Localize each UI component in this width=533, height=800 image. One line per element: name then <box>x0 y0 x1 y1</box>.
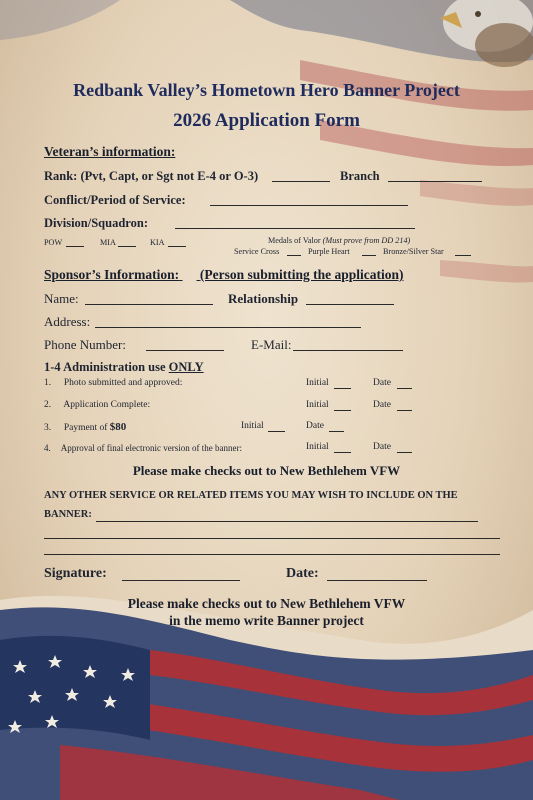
admin-date-field[interactable] <box>397 452 412 453</box>
address-label: Address: <box>44 314 91 329</box>
conflict-label: Conflict/Period of Service: <box>44 193 186 207</box>
service-cross-label: Service Cross <box>234 247 280 256</box>
purple-heart-label: Purple Heart <box>308 247 350 256</box>
other-items-line-1[interactable] <box>96 521 478 522</box>
branch-field[interactable] <box>388 181 482 182</box>
phone-label: Phone Number: <box>44 337 126 352</box>
kia-field[interactable] <box>168 246 186 247</box>
bronze-silver-star-field[interactable] <box>455 255 471 256</box>
signature-label: Signature: <box>44 566 107 581</box>
relationship-field[interactable] <box>306 304 394 305</box>
admin-initial-field[interactable] <box>334 388 351 389</box>
admin-heading-only: ONLY <box>168 360 204 374</box>
email-field[interactable] <box>293 350 403 351</box>
admin-item-3 <box>44 421 126 433</box>
rank-field[interactable] <box>272 181 330 182</box>
admin-initial-label: Initial <box>241 421 264 431</box>
sponsor-section-heading <box>44 267 404 283</box>
admin-initial-field[interactable] <box>334 410 351 411</box>
mia-label: MIA <box>100 238 116 247</box>
admin-initial-label: Initial <box>306 378 329 388</box>
date-field[interactable] <box>327 580 427 581</box>
admin-item-number: 2. <box>44 400 52 410</box>
page-subtitle: 2026 Application Form <box>173 110 360 131</box>
other-items-line-3[interactable] <box>44 554 500 555</box>
admin-item-2 <box>44 400 150 410</box>
admin-date-label: Date <box>373 378 391 388</box>
sponsor-heading: Sponsor’s Information: <box>44 267 180 282</box>
name-field[interactable] <box>85 304 213 305</box>
admin-initial-label: Initial <box>306 442 329 452</box>
address-field[interactable] <box>95 327 361 328</box>
pow-field[interactable] <box>66 246 84 247</box>
other-items-label: ANY OTHER SERVICE OR RELATED ITEMS YOU MAY WISH TO INCLUDE ON THE <box>44 490 458 501</box>
checks-payable-note: Please make checks out to New Bethlehem VFW <box>132 463 401 478</box>
admin-date-label: Date <box>373 400 391 410</box>
email-label: E-Mail: <box>251 337 292 352</box>
branch-label: Branch <box>340 169 380 183</box>
banner-label: BANNER: <box>44 509 92 520</box>
conflict-field[interactable] <box>210 205 408 206</box>
date-label: Date: <box>286 566 319 581</box>
page-title: Redbank Valley’s Hometown Hero Banner Project <box>73 80 460 100</box>
relationship-label: Relationship <box>228 291 299 306</box>
admin-item-text: Application Complete: <box>63 400 151 410</box>
admin-initial-field[interactable] <box>334 452 351 453</box>
name-label: Name: <box>44 291 79 306</box>
kia-label: KIA <box>150 238 165 247</box>
division-label: Division/Squadron: <box>44 216 148 230</box>
admin-initial-label: Initial <box>306 400 329 410</box>
mia-field[interactable] <box>118 246 136 247</box>
side-stripes-decoration <box>420 180 533 283</box>
admin-date-label: Date <box>306 421 324 431</box>
admin-date-field[interactable] <box>397 388 412 389</box>
admin-heading <box>44 360 204 375</box>
veteran-section-heading: Veteran’s information: <box>44 144 176 159</box>
admin-item-number: 1. <box>44 378 52 388</box>
footer-checks-note: Please make checks out to New Bethlehem VFW <box>127 596 406 611</box>
admin-date-field[interactable] <box>397 410 412 411</box>
admin-item-text: Photo submitted and approved: <box>63 378 183 388</box>
pow-label: POW <box>44 238 63 247</box>
division-field[interactable] <box>175 228 415 229</box>
footer-memo-note: in the memo write Banner project <box>169 613 364 628</box>
medals-label: Medals of Valor <box>268 236 321 245</box>
admin-item-number: 4. <box>44 443 51 453</box>
admin-item-text: Payment of <box>63 423 108 433</box>
medals-of-valor-label <box>268 236 410 245</box>
admin-item-1 <box>44 378 182 388</box>
admin-date-field[interactable] <box>329 431 344 432</box>
admin-initial-field[interactable] <box>268 431 285 432</box>
admin-heading-prefix: 1-4 Administration use <box>44 360 166 374</box>
service-cross-field[interactable] <box>287 255 301 256</box>
rank-label: Rank: (Pvt, Capt, or Sgt not E-4 or O-3) <box>44 169 259 183</box>
payment-amount: $80 <box>109 421 127 433</box>
other-items-line-2[interactable] <box>44 538 500 539</box>
phone-field[interactable] <box>146 350 224 351</box>
admin-date-label: Date <box>373 442 391 452</box>
bronze-silver-star-label: Bronze/Silver Star <box>383 247 444 256</box>
medals-note: (Must prove from DD 214) <box>322 236 411 245</box>
signature-field[interactable] <box>122 580 240 581</box>
purple-heart-field[interactable] <box>362 255 376 256</box>
admin-item-4 <box>44 443 242 453</box>
sponsor-heading-note: (Person submitting the application) <box>199 267 404 282</box>
admin-item-text: Approval of final electronic version of the banner: <box>60 443 242 453</box>
admin-item-number: 3. <box>44 423 52 433</box>
